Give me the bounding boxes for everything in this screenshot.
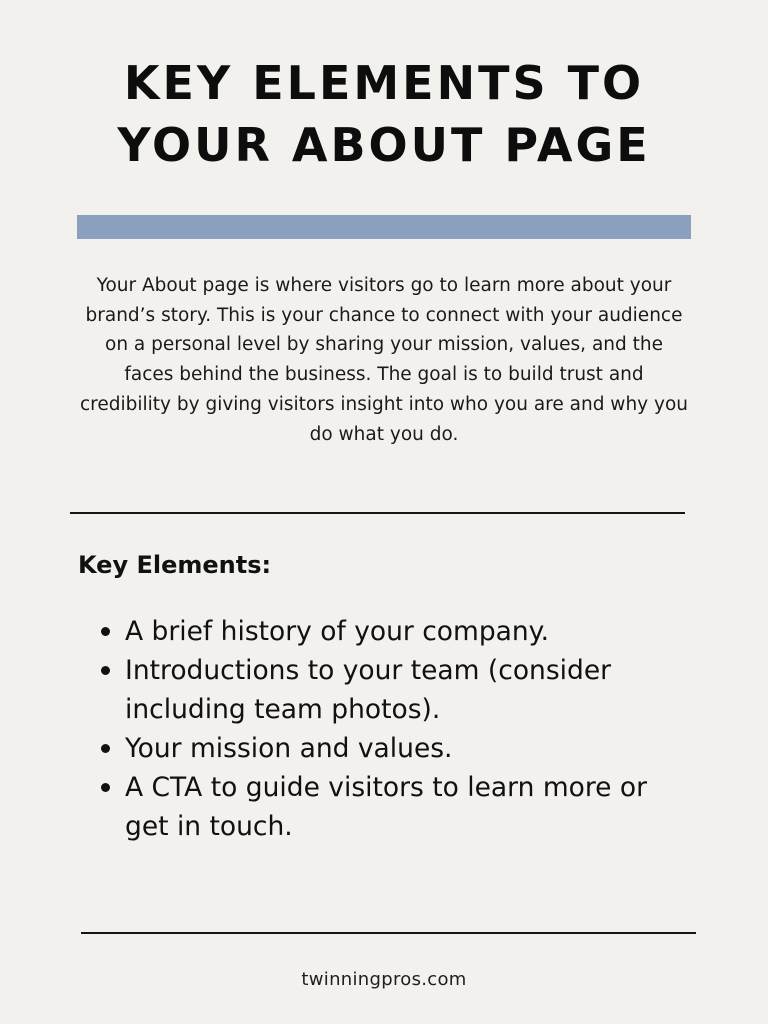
list-item: [98, 729, 698, 768]
accent-bar: [77, 215, 691, 239]
list-item-text: Introductions to your team (consider including team photos).: [125, 655, 612, 725]
list-item: [98, 651, 698, 729]
key-elements-heading: Key Elements:: [78, 551, 272, 579]
list-item-text: A brief history of your company.: [125, 616, 550, 647]
bullet-icon: [101, 783, 110, 792]
footer-website: twinningpros.com: [301, 969, 467, 990]
intro-paragraph: Your About page is where visitors go to learn more about your brand’s story. This is your chance to connect with your audience on a personal level by sharing your mission, values, and the faces behind the business. The goal is to build trust and credibility by giving visitors insight into who you are and why you do what you do.: [80, 275, 688, 445]
list-item-text: A CTA to guide visitors to learn more or get in touch.: [125, 772, 647, 842]
bullet-icon: [101, 666, 110, 675]
list-item: [98, 768, 698, 846]
list-item: [98, 612, 698, 651]
page-title: [40, 52, 728, 176]
title-line-1: KEY ELEMENTS TO: [123, 56, 645, 110]
bullet-icon: [101, 744, 110, 753]
title-line-2: YOUR ABOUT PAGE: [117, 118, 651, 172]
key-elements-list: [98, 612, 698, 846]
divider-top: [70, 512, 685, 514]
list-item-text: Your mission and values.: [125, 733, 453, 764]
divider-bottom: [81, 932, 696, 934]
bullet-icon: [101, 627, 110, 636]
